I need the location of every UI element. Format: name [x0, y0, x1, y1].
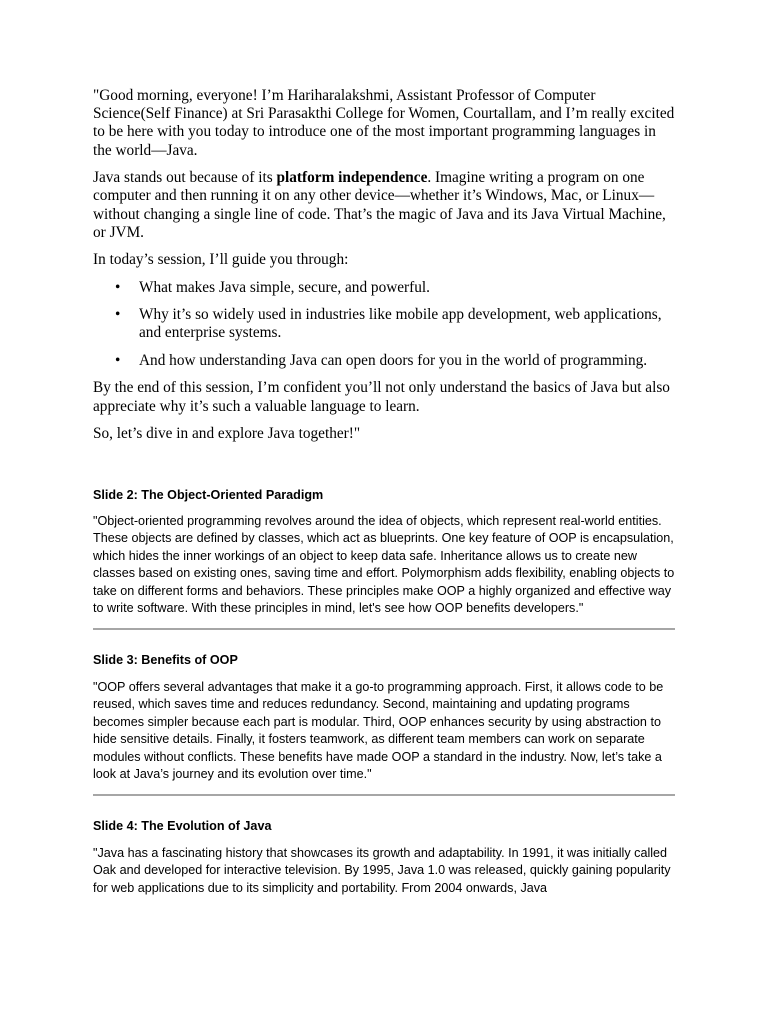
section-divider — [93, 628, 675, 630]
bullet-icon: • — [115, 306, 121, 324]
bullet-icon: • — [115, 278, 121, 296]
slide-2-heading: Slide 2: The Object-Oriented Paradigm — [93, 487, 324, 502]
slide-4-body: "Java has a fascinating history that showcases its growth and adaptability. In 1991, it was initially called Oak and developed for interactive television. By 1995, Java 1.0 was released, quickly gaining popularity for web applications due to its simplicity and portability. From 2004 onwards, Java — [93, 845, 671, 895]
list-item — [93, 352, 675, 370]
platform-text-before: Java stands out because of its — [93, 169, 277, 187]
slide-3-heading: Slide 3: Benefits of OOP — [93, 653, 238, 668]
intro-section — [93, 87, 675, 443]
intro-paragraph-platform — [93, 169, 675, 242]
list-item-text: Why it’s so widely used in industries like mobile app development, web applications, and enterprise systems. — [139, 306, 662, 342]
bullet-icon: • — [115, 351, 121, 369]
slide-2-section — [93, 487, 675, 618]
platform-text-after: . Imagine writing a program on one computer and then running it on any other device—whether it’s Windows, Mac, or Linux—without changing a single line of code. That’s the magic of Java and its Java Virtual Machine, or JVM. — [93, 169, 666, 241]
intro-paragraph-greeting: "Good morning, everyone! I’m Hariharalakshmi, Assistant Professor of Computer Science(Self Finance) at Sri Parasakthi College for Women, Courtallam, and I’m really excited to be here with you today to introduce one of the most important programming languages in the world—Java. — [93, 87, 675, 159]
intro-paragraph-closing: So, let’s dive in and explore Java together!" — [93, 425, 361, 443]
list-item — [93, 306, 675, 342]
slide-4-heading: Slide 4: The Evolution of Java — [93, 819, 272, 834]
slide-3-body: "OOP offers several advantages that make it a go-to programming approach. First, it allows code to be reused, which saves time and reduces redundancy. Second, maintaining and updating programs becomes simpler because each part is modular. Third, OOP enhances security by using abstraction to hide sensitive details. Finally, it fosters teamwork, as different team members can work on separate modules without conflicts. These benefits have made OOP a standard in the industry. Now, let’s take a look at Java’s journey and its evolution over time." — [93, 679, 664, 781]
slide-2-body: "Object-oriented programming revolves around the idea of objects, which represent real-world entities. These objects are defined by classes, which act as blueprints. One key feature of OOP is encapsulation, which hides the inner workings of an object to keep data safe. Inheritance allows us to create new classes based on existing ones, saving time and effort. Polymorphism adds flexibility, enabling objects to take on different forms and behaviors. These principles make OOP a highly organized and effective way to write software. With these principles in mind, let's see how OOP benefits developers." — [93, 514, 675, 616]
section-divider — [93, 794, 675, 796]
list-item-text: What makes Java simple, secure, and powerful. — [139, 278, 430, 296]
document-page — [93, 87, 675, 897]
section-spacer — [93, 453, 675, 487]
intro-paragraph-conclusion: By the end of this session, I’m confident you’ll not only understand the basics of Java but also appreciate why it’s such a valuable language to learn. — [93, 379, 670, 415]
platform-independence-emphasis: platform independence — [276, 169, 428, 187]
intro-paragraph-agenda: In today’s session, I’ll guide you through: — [93, 251, 349, 269]
slide-4-section — [93, 818, 675, 897]
agenda-list — [93, 279, 675, 370]
slide-3-section — [93, 652, 675, 783]
list-item — [93, 279, 675, 297]
list-item-text: And how understanding Java can open doors for you in the world of programming. — [139, 351, 648, 369]
